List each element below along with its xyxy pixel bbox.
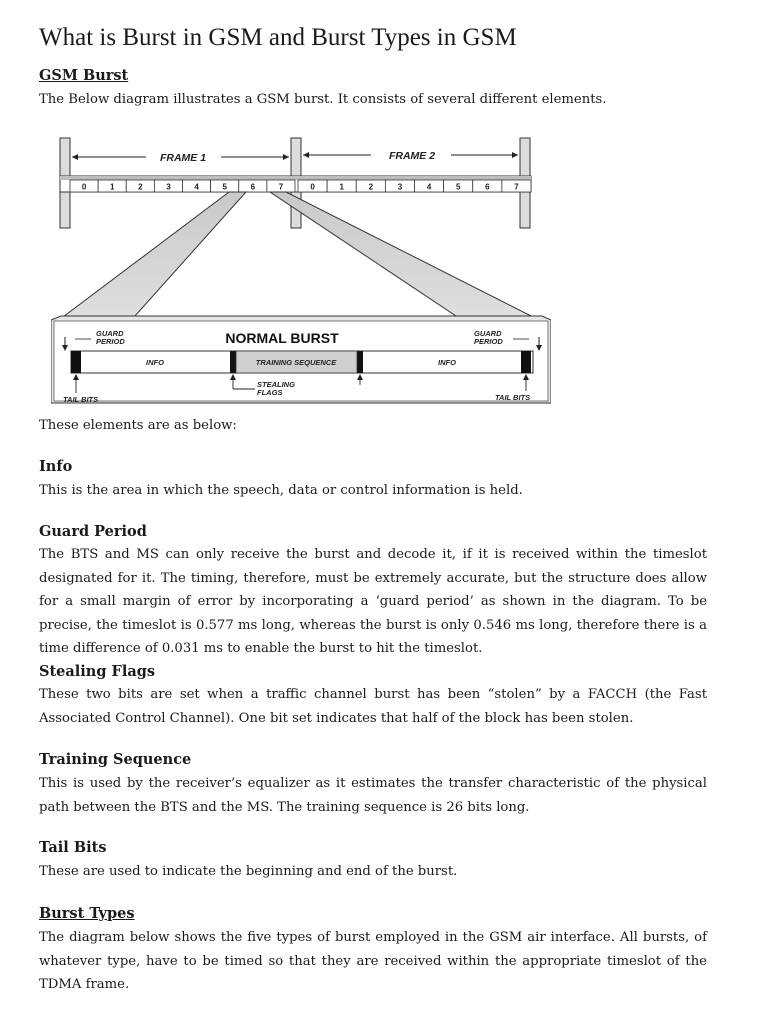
timeslot-number: 2: [138, 182, 143, 192]
page-title: What is Burst in GSM and Burst Types in GSM: [39, 24, 517, 51]
normal-burst-label: NORMAL BURST: [225, 330, 339, 346]
zoom-fan-left: [51, 192, 246, 326]
timeslot-number: 1: [109, 182, 115, 192]
timeslot-number: 7: [278, 182, 284, 192]
timeslot-number: 6: [485, 182, 490, 192]
stealing-flag-left: [230, 351, 236, 373]
stealing-flags-heading: Stealing Flags: [39, 663, 156, 680]
training-sequence-label: TRAINING SEQUENCE: [255, 358, 337, 367]
timeslot-number: 0: [310, 182, 315, 192]
arrowhead: [72, 154, 78, 160]
timeslot-number: 4: [194, 182, 199, 192]
timeslot-number: 2: [368, 182, 374, 192]
tail-bits-left-block: [71, 351, 81, 373]
training-sequence-heading: Training Sequence: [39, 751, 192, 768]
timeslot-number: 1: [339, 182, 344, 192]
frame1-label: FRAME 1: [159, 152, 207, 164]
tail-bits-right-label: TAIL BITS: [495, 393, 531, 402]
guard-period-left-line1: GUARD: [96, 329, 124, 338]
info-right-label: INFO: [438, 358, 456, 367]
stealing-flags-line1: STEALING: [257, 380, 295, 389]
frame2-label: FRAME 2: [388, 150, 436, 162]
timeslot-number: 4: [426, 182, 432, 192]
frame1-timeslots: [70, 180, 295, 192]
burst-diagram-svg: [51, 133, 551, 405]
guard-period-text: The BTS and MS can only receive the burst and decode it, if it is received within the timeslot designated for it. The timing, therefore, must be extremely accurate, but the structure does allow for a small margin of error by incorporating a ‘guard period’ as shown in the diagram. To be precise, the timeslot is 0.577 ms long, whereas the burst is only 0.546 ms long, therefore there is a time difference of 0.031 ms to enable the burst to hit the timeslot.: [39, 547, 707, 656]
arrowhead: [283, 154, 289, 160]
stealing-flags-line2: FLAGS: [257, 388, 283, 397]
timeslot-strip-shade: [60, 176, 531, 180]
timeslot-number: 6: [250, 182, 256, 192]
guard-period-left-line2: PERIOD: [96, 337, 125, 346]
burst-types-heading: Burst Types: [39, 905, 135, 922]
info-text: This is the area in which the speech, data or control information is held.: [39, 483, 523, 498]
timeslot-number: 3: [166, 182, 171, 192]
timeslot-number: 0: [81, 182, 87, 192]
arrowhead: [303, 152, 309, 158]
guard-period-right-line2: PERIOD: [474, 337, 503, 346]
gsm-burst-intro: The Below diagram illustrates a GSM burst. It consists of several different elements.: [39, 92, 607, 107]
timeslot-number: 5: [222, 182, 227, 192]
tail-bits-right-block: [521, 351, 531, 373]
frame2-timeslots: [298, 180, 531, 192]
arrowhead: [512, 152, 518, 158]
info-left-label: INFO: [146, 358, 164, 367]
tail-bits-left-label: TAIL BITS: [63, 395, 99, 404]
burst-types-text: The diagram below shows the five types of burst employed in the GSM air interface. All bursts, of whatever type, have to be timed so that they are received within the appropriate timeslot of the TDMA frame.: [39, 930, 707, 992]
timeslot-number: 5: [455, 182, 461, 192]
stealing-flags-text: These two bits are set when a traffic channel burst has been “stolen” by a FACCH (the Fast Associated Control Channel). One bit set indicates that half of the block has been stolen.: [39, 687, 707, 726]
timeslot-number: 7: [514, 182, 519, 192]
gsm-burst-heading: GSM Burst: [39, 67, 129, 84]
guard-period-right-line1: GUARD: [474, 329, 502, 338]
tail-bits-text: These are used to indicate the beginning and end of the burst.: [39, 864, 458, 879]
tail-bits-heading: Tail Bits: [39, 839, 107, 856]
info-heading: Info: [39, 458, 73, 475]
stealing-flag-right: [357, 351, 363, 373]
gsm-burst-diagram: [51, 133, 551, 405]
timeslot-number: 3: [397, 182, 403, 192]
elements-intro: These elements are as below:: [39, 418, 237, 433]
guard-period-heading: Guard Period: [39, 523, 147, 540]
zoom-fan-right: [270, 192, 551, 326]
training-sequence-text: This is used by the receiver’s equalizer as it estimates the transfer characteristic of the physical path between the BTS and the MS. The training sequence is 26 bits long.: [39, 776, 707, 815]
